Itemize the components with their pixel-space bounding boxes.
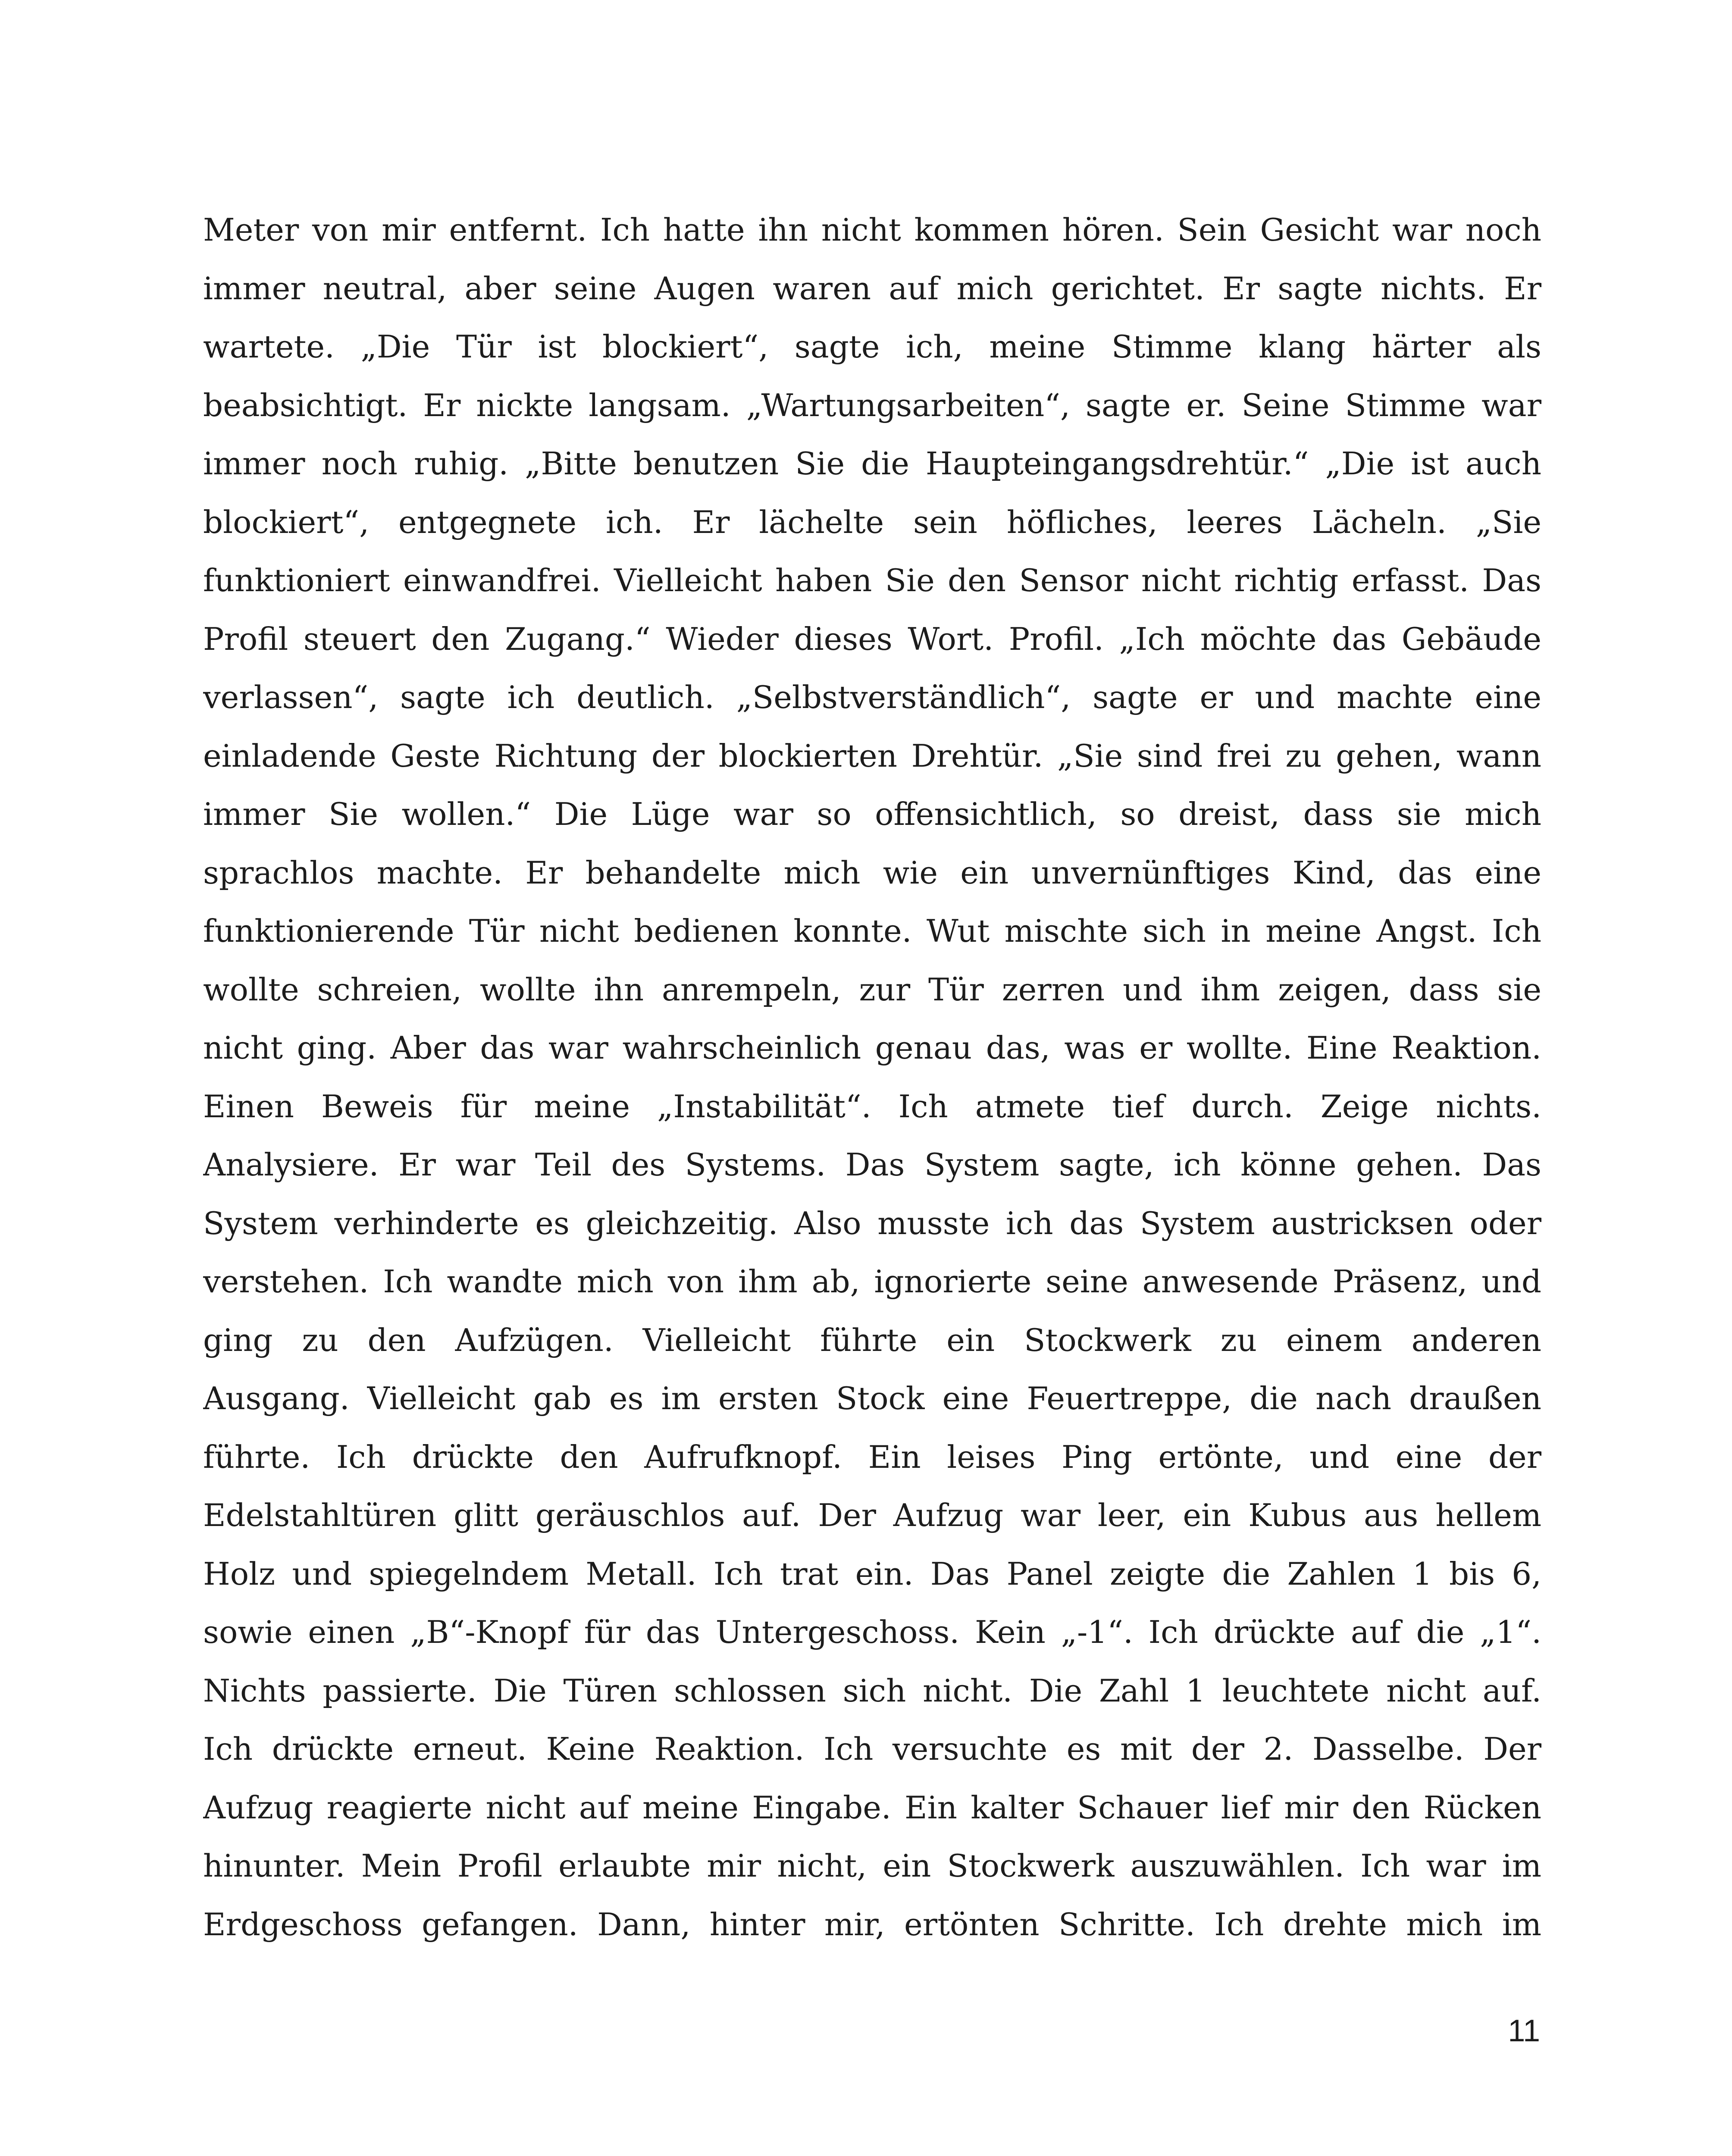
text-line: Meter von mir entfernt. Ich hatte ihn nicht kommen hören. Sein Gesicht war noch (203, 212, 1541, 248)
text-line: verstehen. Ich wandte mich von ihm ab, ignorierte seine anwesende Präsenz, und (203, 1263, 1541, 1300)
text-line: Edelstahltüren glitt geräuschlos auf. Der Aufzug war leer, ein Kubus aus hellem (203, 1497, 1541, 1533)
text-line: Holz und spiegelndem Metall. Ich trat ein. Das Panel zeigte die Zahlen 1 bis 6, (203, 1555, 1541, 1592)
body-text (203, 201, 1541, 1954)
text-line: Einen Beweis für meine „Instabilität“. Ich atmete tief durch. Zeige nichts. (203, 1088, 1541, 1125)
text-line: immer neutral, aber seine Augen waren auf mich gerichtet. Er sagte nichts. Er (203, 270, 1541, 307)
text-line: ging zu den Aufzügen. Vielleicht führte ein Stockwerk zu einem anderen (203, 1322, 1541, 1358)
text-line: beabsichtigt. Er nickte langsam. „Wartungsarbeiten“, sagte er. Seine Stimme war (203, 387, 1541, 423)
text-line: blockiert“, entgegnete ich. Er lächelte sein höfliches, leeres Lächeln. „Sie (203, 504, 1541, 540)
text-line: nicht ging. Aber das war wahrscheinlich genau das, was er wollte. Eine Reaktion. (203, 1030, 1541, 1066)
text-line: sowie einen „B“-Knopf für das Untergeschoss. Kein „-1“. Ich drückte auf die „1“. (203, 1614, 1541, 1650)
page-number: 11 (1508, 2014, 1540, 2048)
text-line: Nichts passierte. Die Türen schlossen sich nicht. Die Zahl 1 leuchtete nicht auf. (203, 1672, 1541, 1709)
text-line: Ich drückte erneut. Keine Reaktion. Ich versuchte es mit der 2. Dasselbe. Der (203, 1731, 1541, 1767)
text-line: einladende Geste Richtung der blockierten Drehtür. „Sie sind frei zu gehen, wann (203, 737, 1541, 774)
text-line: immer Sie wollen.“ Die Lüge war so offensichtlich, so dreist, dass sie mich (203, 796, 1541, 832)
text-line: funktioniert einwandfrei. Vielleicht haben Sie den Sensor nicht richtig erfasst. Das (203, 562, 1541, 599)
text-line: Ausgang. Vielleicht gab es im ersten Stock eine Feuertreppe, die nach draußen (203, 1380, 1541, 1416)
text-line: wollte schreien, wollte ihn anrempeln, zur Tür zerren und ihm zeigen, dass sie (203, 971, 1541, 1008)
text-line: Aufzug reagierte nicht auf meine Eingabe. Ein kalter Schauer lief mir den Rücken (203, 1789, 1541, 1826)
text-line: wartete. „Die Tür ist blockiert“, sagte ich, meine Stimme klang härter als (203, 329, 1541, 365)
text-line: führte. Ich drückte den Aufrufknopf. Ein leises Ping ertönte, und eine der (203, 1438, 1541, 1475)
text-line: immer noch ruhig. „Bitte benutzen Sie die Haupteingangsdrehtür.“ „Die ist auch (203, 445, 1541, 482)
text-line: Erdgeschoss gefangen. Dann, hinter mir, ertönten Schritte. Ich drehte mich im (203, 1906, 1541, 1943)
text-line: verlassen“, sagte ich deutlich. „Selbstverständlich“, sagte er und machte eine (203, 679, 1541, 715)
text-line: hinunter. Mein Profil erlaubte mir nicht, ein Stockwerk auszuwählen. Ich war im (203, 1848, 1541, 1884)
text-line: sprachlos machte. Er behandelte mich wie ein unvernünftiges Kind, das eine (203, 854, 1541, 891)
text-line: System verhinderte es gleichzeitig. Also musste ich das System austricksen oder (203, 1205, 1541, 1241)
text-line: Profil steuert den Zugang.“ Wieder dieses Wort. Profil. „Ich möchte das Gebäude (203, 620, 1541, 657)
text-line: funktionierende Tür nicht bedienen konnte. Wut mischte sich in meine Angst. Ich (203, 913, 1541, 949)
text-line: Analysiere. Er war Teil des Systems. Das System sagte, ich könne gehen. Das (203, 1147, 1541, 1183)
